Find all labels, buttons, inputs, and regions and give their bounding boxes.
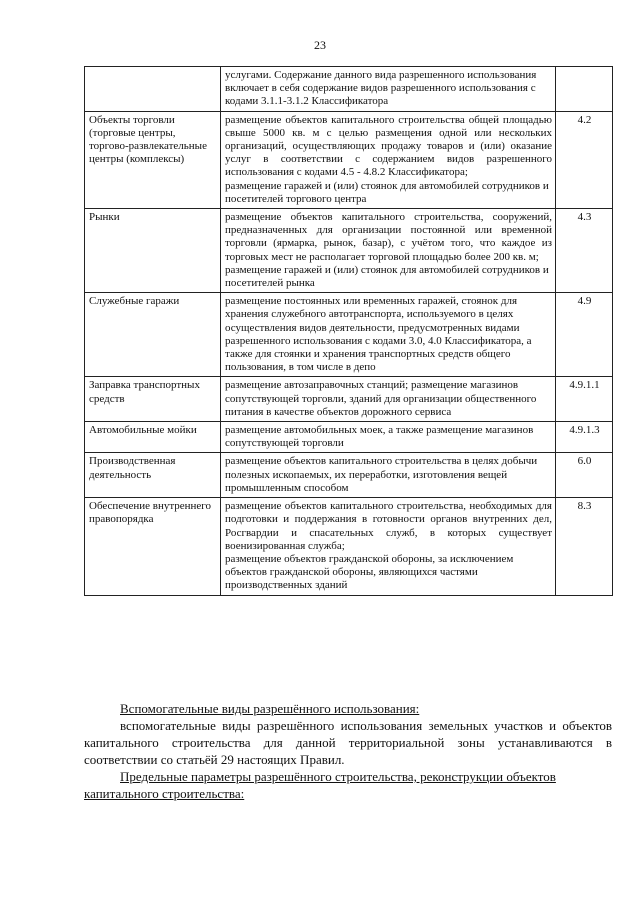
use-type-code: 4.2 bbox=[556, 111, 613, 208]
use-type-name bbox=[85, 67, 221, 112]
table-row bbox=[85, 209, 613, 293]
use-type-name: Рынки bbox=[85, 209, 221, 293]
use-type-code bbox=[556, 67, 613, 112]
description-paragraph: размещение автомобильных моек, а также размещение магазинов сопутствующей торговли bbox=[225, 424, 534, 450]
table-row bbox=[85, 453, 613, 498]
use-type-name: Служебные гаражи bbox=[85, 293, 221, 377]
limits-heading: Предельные параметры разрешённого строительства, реконструкции объектов капитального строительства: bbox=[84, 769, 556, 801]
description-paragraph: размещение объектов капитального строительства в целях добычи полезных ископаемых, их переработки, изготовления вещей промышленным способом bbox=[225, 455, 538, 494]
description-paragraph: размещение гаражей и (или) стоянок для автомобилей сотрудников и посетителей торгового центра bbox=[225, 179, 549, 205]
use-type-code: 4.9.1.3 bbox=[556, 422, 613, 453]
use-type-code: 4.3 bbox=[556, 209, 613, 293]
description-paragraph: размещение объектов капитального строительства общей площадью свыше 5000 кв. м с целью размещения одной или нескольких организаций, осуществляющих продажу товаров и (или) оказание услуг в соответствии с содержанием видов разрешенного использования с кодами 4.5 - 4.8.2 Классификатора; bbox=[225, 113, 552, 179]
land-use-table bbox=[84, 66, 613, 596]
use-type-description bbox=[221, 498, 556, 595]
use-type-description bbox=[221, 377, 556, 422]
description-paragraph: размещение объектов капитального строительства, сооружений, предназначенных для организации постоянной или временной торговли (ярмарка, рынок, базар), с учётом того, что каждое из торговых мест не располагает торговой площадью более 200 кв. м; bbox=[225, 211, 552, 263]
description-paragraph: размещение гаражей и (или) стоянок для автомобилей сотрудников и посетителей рынка bbox=[225, 263, 549, 290]
table-row bbox=[85, 111, 613, 208]
use-type-description bbox=[221, 111, 556, 208]
use-type-name: Обеспечение внутреннего правопорядка bbox=[85, 498, 221, 595]
description-paragraph: размещение постоянных или временных гаражей, стоянок для хранения служебного автотранспорта, используемого в целях осуществления видов деятельности, предусмотренных видами разрешенного использования с кодами 3.0, 4.0 Классификатора, а также для стоянки и хранения транспортных средств общего пользования, в том числе в депо bbox=[225, 295, 532, 374]
use-type-code: 8.3 bbox=[556, 498, 613, 595]
aux-text: вспомогательные виды разрешённого использования земельных участков и объектов капитального строительства для данной территориальной зоны устанавливаются в соответствии со статьёй 29 настоящих Правил. bbox=[84, 718, 612, 767]
use-type-code: 6.0 bbox=[556, 453, 613, 498]
description-paragraph: размещение объектов капитального строительства, необходимых для подготовки и поддержания в готовности органов внутренних дел, Росгвардии и спасательных служб, в которых существует военизированная служба; bbox=[225, 500, 552, 552]
use-type-name: Автомобильные мойки bbox=[85, 422, 221, 453]
table-row bbox=[85, 293, 613, 377]
table-row bbox=[85, 498, 613, 595]
use-type-name: Производственная деятельность bbox=[85, 453, 221, 498]
use-type-description bbox=[221, 453, 556, 498]
use-type-description bbox=[221, 67, 556, 112]
table-row bbox=[85, 422, 613, 453]
use-type-description bbox=[221, 209, 556, 293]
use-type-description bbox=[221, 293, 556, 377]
use-type-name: Заправка транспортных средств bbox=[85, 377, 221, 422]
description-paragraph: размещение автозаправочных станций; размещение магазинов сопутствующей торговли, зданий для организации общественного питания в качестве объектов дорожного сервиса bbox=[225, 379, 537, 418]
use-type-code: 4.9 bbox=[556, 293, 613, 377]
table-row bbox=[85, 67, 613, 112]
aux-heading: Вспомогательные виды разрешённого использования: bbox=[120, 701, 420, 716]
use-type-code: 4.9.1.1 bbox=[556, 377, 613, 422]
use-type-name: Объекты торговли (торговые центры, торгово-развлекательные центры (комплексы) bbox=[85, 111, 221, 208]
table-row bbox=[85, 377, 613, 422]
description-paragraph: размещение объектов гражданской обороны, за исключением объектов гражданской обороны, являющихся частями производственных зданий bbox=[225, 552, 514, 592]
description-paragraph: услугами. Содержание данного вида разрешенного использования включает в себя содержание видов разрешенного использования с кодами 3.1.1-3.1.2 Классификатора bbox=[225, 69, 537, 108]
page-number: 23 bbox=[314, 38, 326, 52]
land-use-table-body bbox=[85, 67, 613, 596]
use-type-description bbox=[221, 422, 556, 453]
